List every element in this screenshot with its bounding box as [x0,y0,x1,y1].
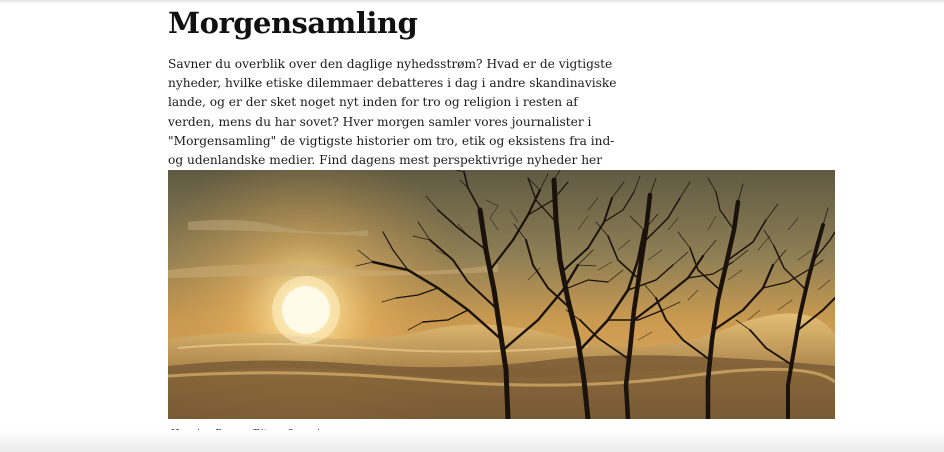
article-title: Morgensamling [168,6,418,40]
article-intro: Savner du overblik over den daglige nyhedsstrøm? Hvad er de vigtigste nyheder, hvilke etiske dilemmaer debatteres i dag i andre skandinaviske lande, og er der sket noget nyt inden for tro og religion i resten af verden, mens du har sovet? Hver morgen samler vores journalister i "Morgensamling" de vigtigste historier om tro, etik og eksistens fra ind- og udenlandske medier. Find dagens mest perspektivrige nyheder her [168,57,617,168]
top-edge-shadow [0,0,944,4]
sunrise-trees-image [168,170,835,419]
bottom-edge-bar [0,430,944,452]
article-photo [168,170,835,419]
